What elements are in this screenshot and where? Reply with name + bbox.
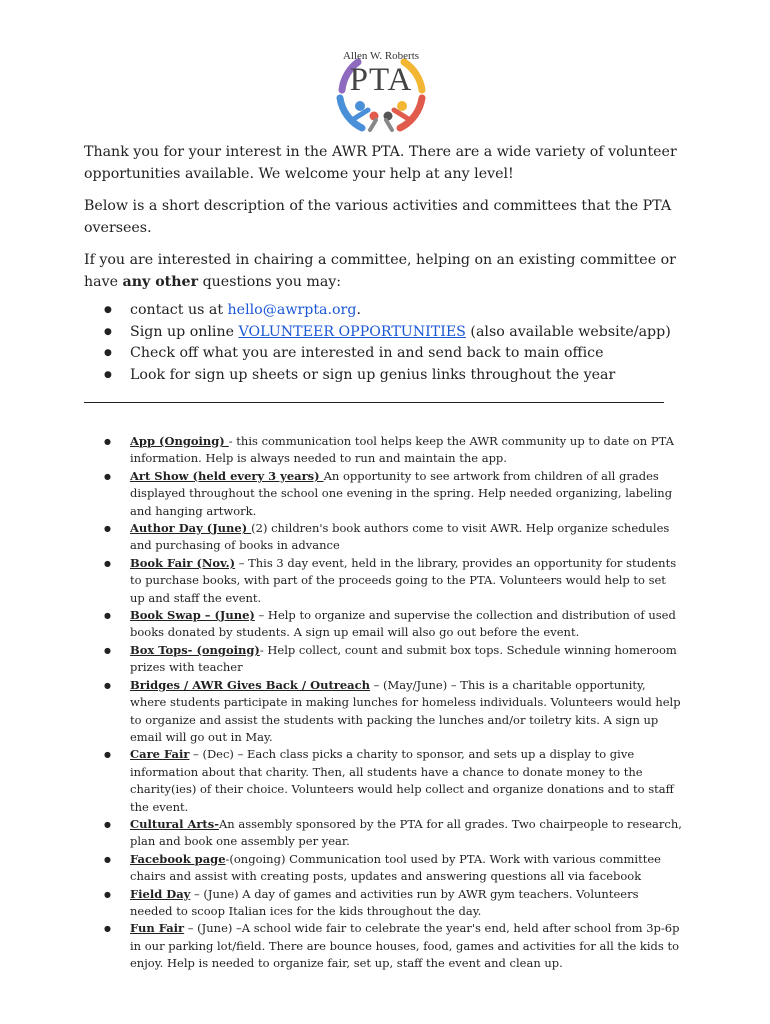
activity-title: Author Day (June)	[130, 521, 252, 536]
activity-desc: - this communication tool helps keep the AWR community up to date on PTA information. Help is always needed to run and maintain the app.	[130, 434, 674, 466]
contact-item-signup-sheets: ● Look for sign up sheets or sign up genius links throughout the year	[104, 365, 704, 387]
activity-title: Fun Fair	[130, 921, 185, 936]
activity-title: Art Show (held every 3 years)	[130, 468, 324, 483]
email-link[interactable]: hello@awrpta.org	[227, 302, 357, 318]
activity-desc: – (June) A day of games and activities run by AWR gym teachers. Volunteers needed to scoop Italian ices for the kids throughout the day.	[130, 886, 639, 918]
activities-list	[104, 433, 684, 973]
activity-title: Field Day	[130, 886, 191, 901]
contact-item-suffix: .	[356, 302, 361, 318]
contact-item-signup	[104, 322, 704, 344]
intro-text-3-bold: any other	[122, 273, 199, 290]
contact-options-list	[104, 300, 704, 386]
volunteer-opportunities-link[interactable]: VOLUNTEER OPPORTUNITIES	[238, 323, 466, 340]
activity-item	[104, 886, 684, 921]
activity-title: Book Swap – (June)	[130, 608, 255, 623]
activity-title: Book Fair (Nov.)	[130, 555, 236, 570]
activity-title: Box Tops- (ongoing)	[130, 642, 260, 657]
contact-item-text: Sign up online	[130, 323, 239, 340]
activity-title: Facebook page	[130, 851, 226, 866]
activity-item	[104, 555, 684, 607]
activity-desc: – (May/June) – This is a charitable opportunity, where students participate in making lunches for homeless individuals. Volunteers would help to organize and assist the students with packing the lunches and/or toiletry kits. A sign up email will go out in May.	[130, 677, 681, 744]
section-divider	[84, 402, 664, 403]
activity-title: Cultural Arts-	[130, 816, 219, 831]
activity-desc: – This 3 day event, held in the library, provides an opportunity for students to purchase books, with part of the proceeds going to the PTA. Volunteers would help to set up and staff the event.	[130, 555, 677, 605]
activity-desc: – Help to organize and supervise the collection and distribution of used books donated by students. A sign up email will also go out before the event.	[130, 608, 676, 640]
intro-text-3-end: questions you may:	[198, 273, 342, 290]
intro-text-2: Below is a short description of the various activities and committees that the PTA oversees.	[84, 198, 672, 236]
contact-item-email	[104, 300, 704, 322]
intro-paragraph-1	[84, 142, 694, 185]
activity-item	[104, 851, 684, 886]
activity-item	[104, 920, 684, 972]
activity-item	[104, 520, 684, 555]
intro-text-3-start: If you are interested in chairing a committee, helping on an existing committee or have	[84, 252, 676, 290]
activity-item	[104, 816, 684, 851]
activity-item	[104, 746, 684, 816]
intro-paragraph-2	[84, 196, 694, 239]
activity-item	[104, 677, 684, 747]
activity-desc: – (June) –A school wide fair to celebrate the year's end, held after school from 3p-6p in our parking lot/field. There are bounce houses, food, games and activities for all the kids to enjoy. Help is needed to organize fair, set up, staff the event and clean up.	[130, 921, 680, 971]
activity-item	[104, 468, 684, 520]
logo-org-name: PTA	[349, 62, 413, 98]
activity-desc: An assembly sponsored by the PTA for all grades. Two chairpeople to research, plan and book one assembly per year.	[130, 816, 682, 849]
contact-item-checkoff: ● Check off what you are interested in and send back to main office	[104, 343, 704, 365]
activity-desc: - Help collect, count and submit box tops. Schedule winning homeroom prizes with teacher	[130, 642, 677, 675]
contact-item-text: contact us at	[130, 302, 228, 318]
activity-desc: – (Dec) – Each class picks a charity to sponsor, and sets up a display to give information about that charity. Then, all students have a chance to donate money to the charity(ies) of their choice. Volunteers would help collect and organize donations and to staff the event.	[130, 747, 674, 814]
activity-desc: (2) children's book authors come to visit AWR. Help organize schedules and purchasing of books in advance	[130, 521, 670, 553]
logo-school-name: Allen W. Roberts	[342, 50, 420, 62]
activity-title: Bridges / AWR Gives Back / Outreach	[130, 677, 370, 692]
activity-item	[104, 433, 684, 468]
contact-item-suffix: (also available website/app)	[465, 323, 671, 340]
activity-item	[104, 642, 684, 677]
activity-title: App (Ongoing)	[130, 434, 229, 448]
pta-logo	[330, 50, 432, 134]
activity-item	[104, 607, 684, 642]
activity-title: Care Fair	[130, 747, 190, 762]
activity-desc: -(ongoing) Communication tool used by PTA. Work with various committee chairs and assist with creating posts, updates and answering questions all via facebook	[130, 851, 661, 884]
intro-paragraph-3	[84, 250, 694, 293]
activity-desc: An opportunity to see artwork from children of all grades displayed throughout the school one evening in the spring. Help needed organizing, labeling and hanging artwork.	[130, 468, 673, 518]
intro-text-1: Thank you for your interest in the AWR PTA. There are a wide variety of volunteer opportunities available. We welcome your help at any level!	[84, 144, 677, 182]
